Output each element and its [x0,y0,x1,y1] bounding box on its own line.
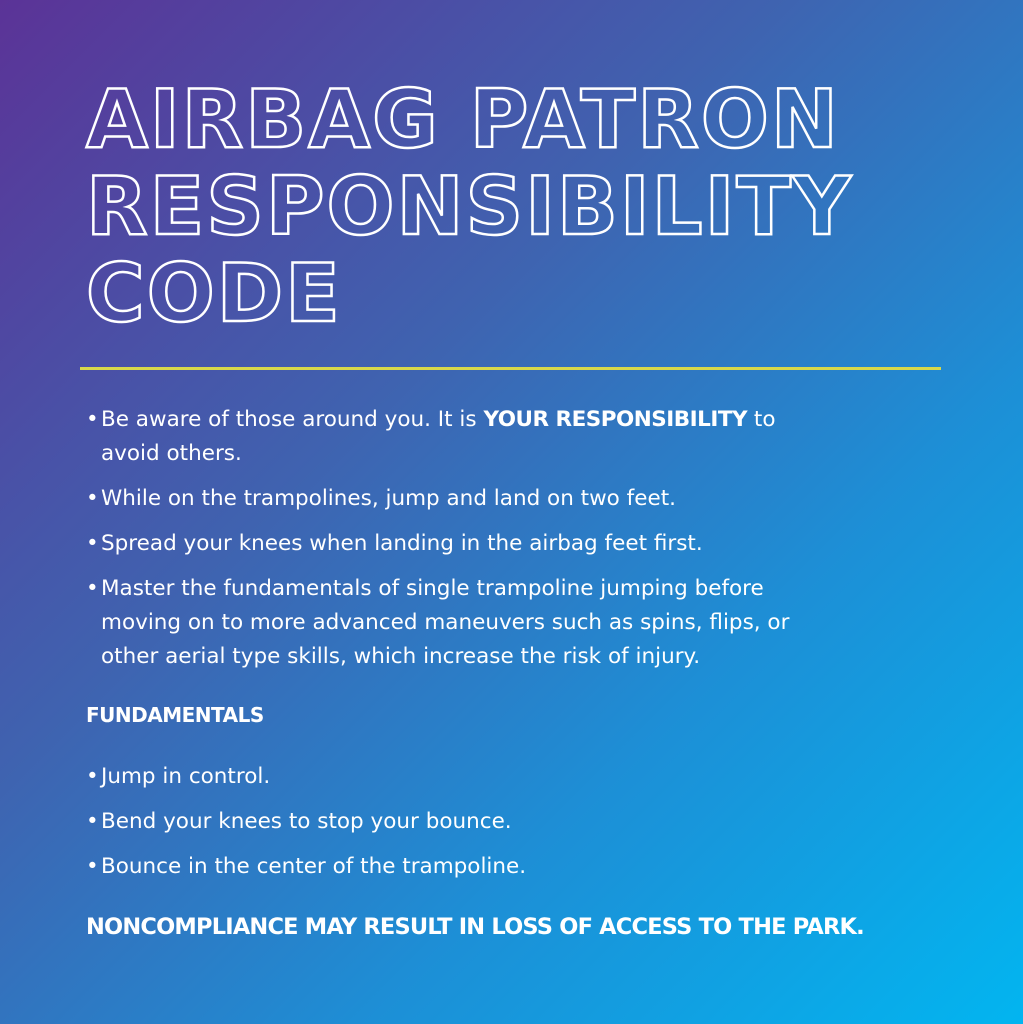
fundamental-text: Bend your knees to stop your bounce. [101,809,512,834]
rule-text-pre: Be aware of those around you. It is [101,407,484,432]
bullet: • [86,764,99,789]
bullet: • [86,486,99,511]
list-item [86,527,946,561]
rule-text-post: to avoid others. [101,407,776,466]
fundamental-text: Jump in control. [101,764,271,789]
list-item [86,760,946,794]
bullet: • [86,407,99,432]
list-item [86,805,946,839]
list-item [86,850,946,884]
rules-section [86,403,946,895]
rule-text: Master the fundamentals of single trampoline jumping before moving on to more advanced maneuvers such as spins, flips, or other aerial type skills, which increase the risk of injury. [101,576,790,669]
rule-text: Spread your knees when landing in the airbag feet first. [101,531,703,556]
bullet: • [86,576,99,601]
title-line-1: AIRBAG PATRON [86,73,840,166]
rule-emphasis: YOUR RESPONSIBILITY [483,407,748,432]
rules-list [86,403,946,674]
fundamentals-list [86,760,946,884]
list-item [86,403,801,471]
title-line-2: RESPONSIBILITY [86,160,853,253]
fundamental-text: Bounce in the center of the trampoline. [101,854,527,879]
bullet: • [86,531,99,556]
page-title [86,73,853,340]
bullet: • [86,854,99,879]
fundamentals-heading: FUNDAMENTALS [86,703,264,727]
noncompliance-warning: NONCOMPLIANCE MAY RESULT IN LOSS OF ACCESS TO THE PARK. [86,914,864,940]
list-item [86,572,821,674]
list-item [86,482,946,516]
rule-text: While on the trampolines, jump and land on two feet. [101,486,676,511]
divider-rule [80,367,941,370]
title-line-3: CODE [86,247,342,340]
bullet: • [86,809,99,834]
